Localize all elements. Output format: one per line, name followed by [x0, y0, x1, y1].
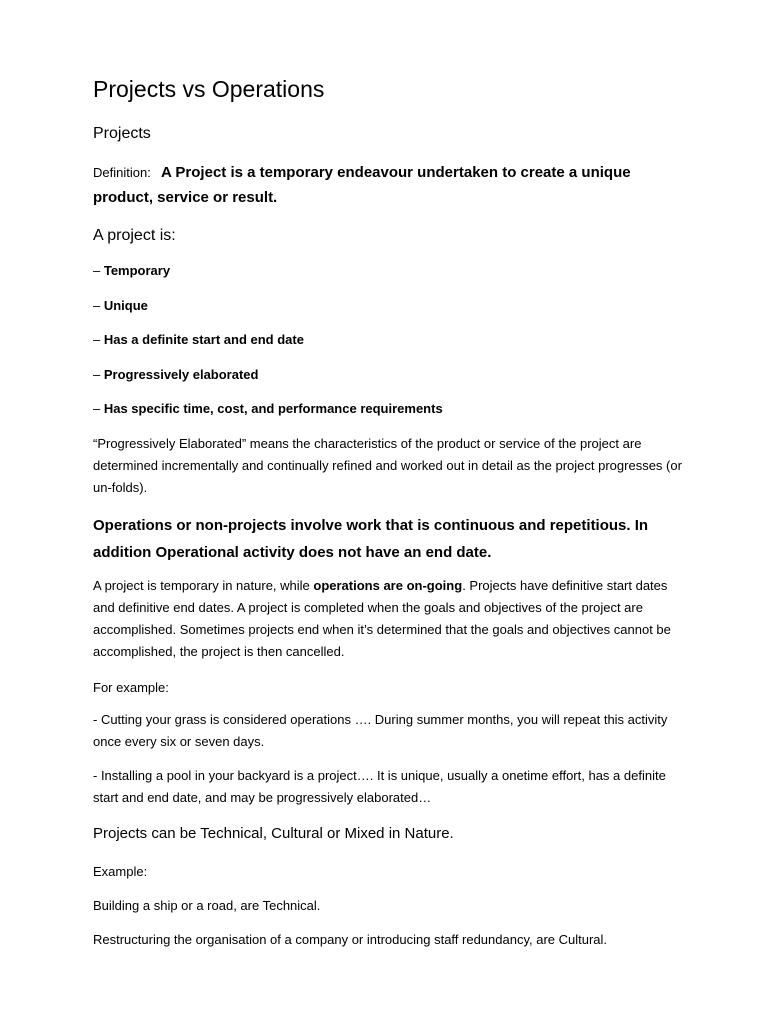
progressive-elaboration-paragraph: “Progressively Elaborated” means the characteristics of the product or service of the project are determined incrementally and continually refined and worked out in detail as the project progresses (or un-folds).: [93, 436, 682, 495]
list-item: [93, 262, 443, 297]
list-dash: –: [93, 401, 104, 416]
paragraph-text: . Projects have definitive start dates and definitive end dates. A project is completed when the goals and objectives of the project are accomplished. Sometimes projects end when it’s determined that the goals and objectives cannot be accomplished, the project is then cancelled.: [93, 578, 671, 659]
for-example-label: For example:: [93, 680, 169, 695]
list-dash: –: [93, 332, 104, 347]
list-item-text: Temporary: [103, 263, 171, 278]
list-heading: A project is:: [93, 227, 176, 244]
page-title: Projects vs Operations: [93, 76, 325, 102]
project-characteristics-list: [93, 262, 443, 435]
list-item: [93, 297, 443, 332]
list-item: [93, 331, 443, 366]
definition-paragraph: [93, 160, 683, 210]
list-item: [93, 366, 443, 401]
list-item: [93, 400, 443, 435]
definition-label: Definition:: [93, 165, 151, 180]
list-item-text: Progressively elaborated: [103, 366, 259, 382]
technical-example: Building a ship or a road, are Technical.: [93, 898, 321, 913]
list-item-text: Unique: [103, 297, 148, 313]
list-dash: –: [93, 366, 104, 382]
temporary-nature-paragraph: [93, 575, 683, 663]
definition-text: A Project is a temporary endeavour undertaken to create a unique product, service or result.: [93, 164, 631, 206]
list-dash: –: [93, 263, 104, 278]
section-heading-projects: Projects: [93, 125, 151, 142]
cultural-example: Restructuring the organisation of a company or introducing staff redundancy, are Cultural.: [93, 932, 608, 947]
paragraph-bold-text: operations are on-going: [313, 578, 463, 593]
list-item-text: Has a definite start and end date: [103, 332, 304, 347]
example-label: Example:: [93, 864, 148, 879]
operations-heading: Operations or non-projects involve work that is continuous and repetitious. In addition Operational activity does not have an end date.: [93, 517, 649, 561]
paragraph-text: A project is temporary in nature, while: [93, 578, 314, 593]
list-dash: –: [93, 297, 104, 313]
list-item-text: Has specific time, cost, and performance requirements: [103, 401, 443, 416]
example-grass-paragraph: - Cutting your grass is considered operations …. During summer months, you will repeat this activity once every six or seven days.: [93, 712, 668, 749]
nature-heading: Projects can be Technical, Cultural or Mixed in Nature.: [93, 825, 454, 842]
example-pool-paragraph: - Installing a pool in your backyard is a project…. It is unique, usually a onetime effort, has a definite start and end date, and may be progressively elaborated…: [93, 768, 666, 805]
